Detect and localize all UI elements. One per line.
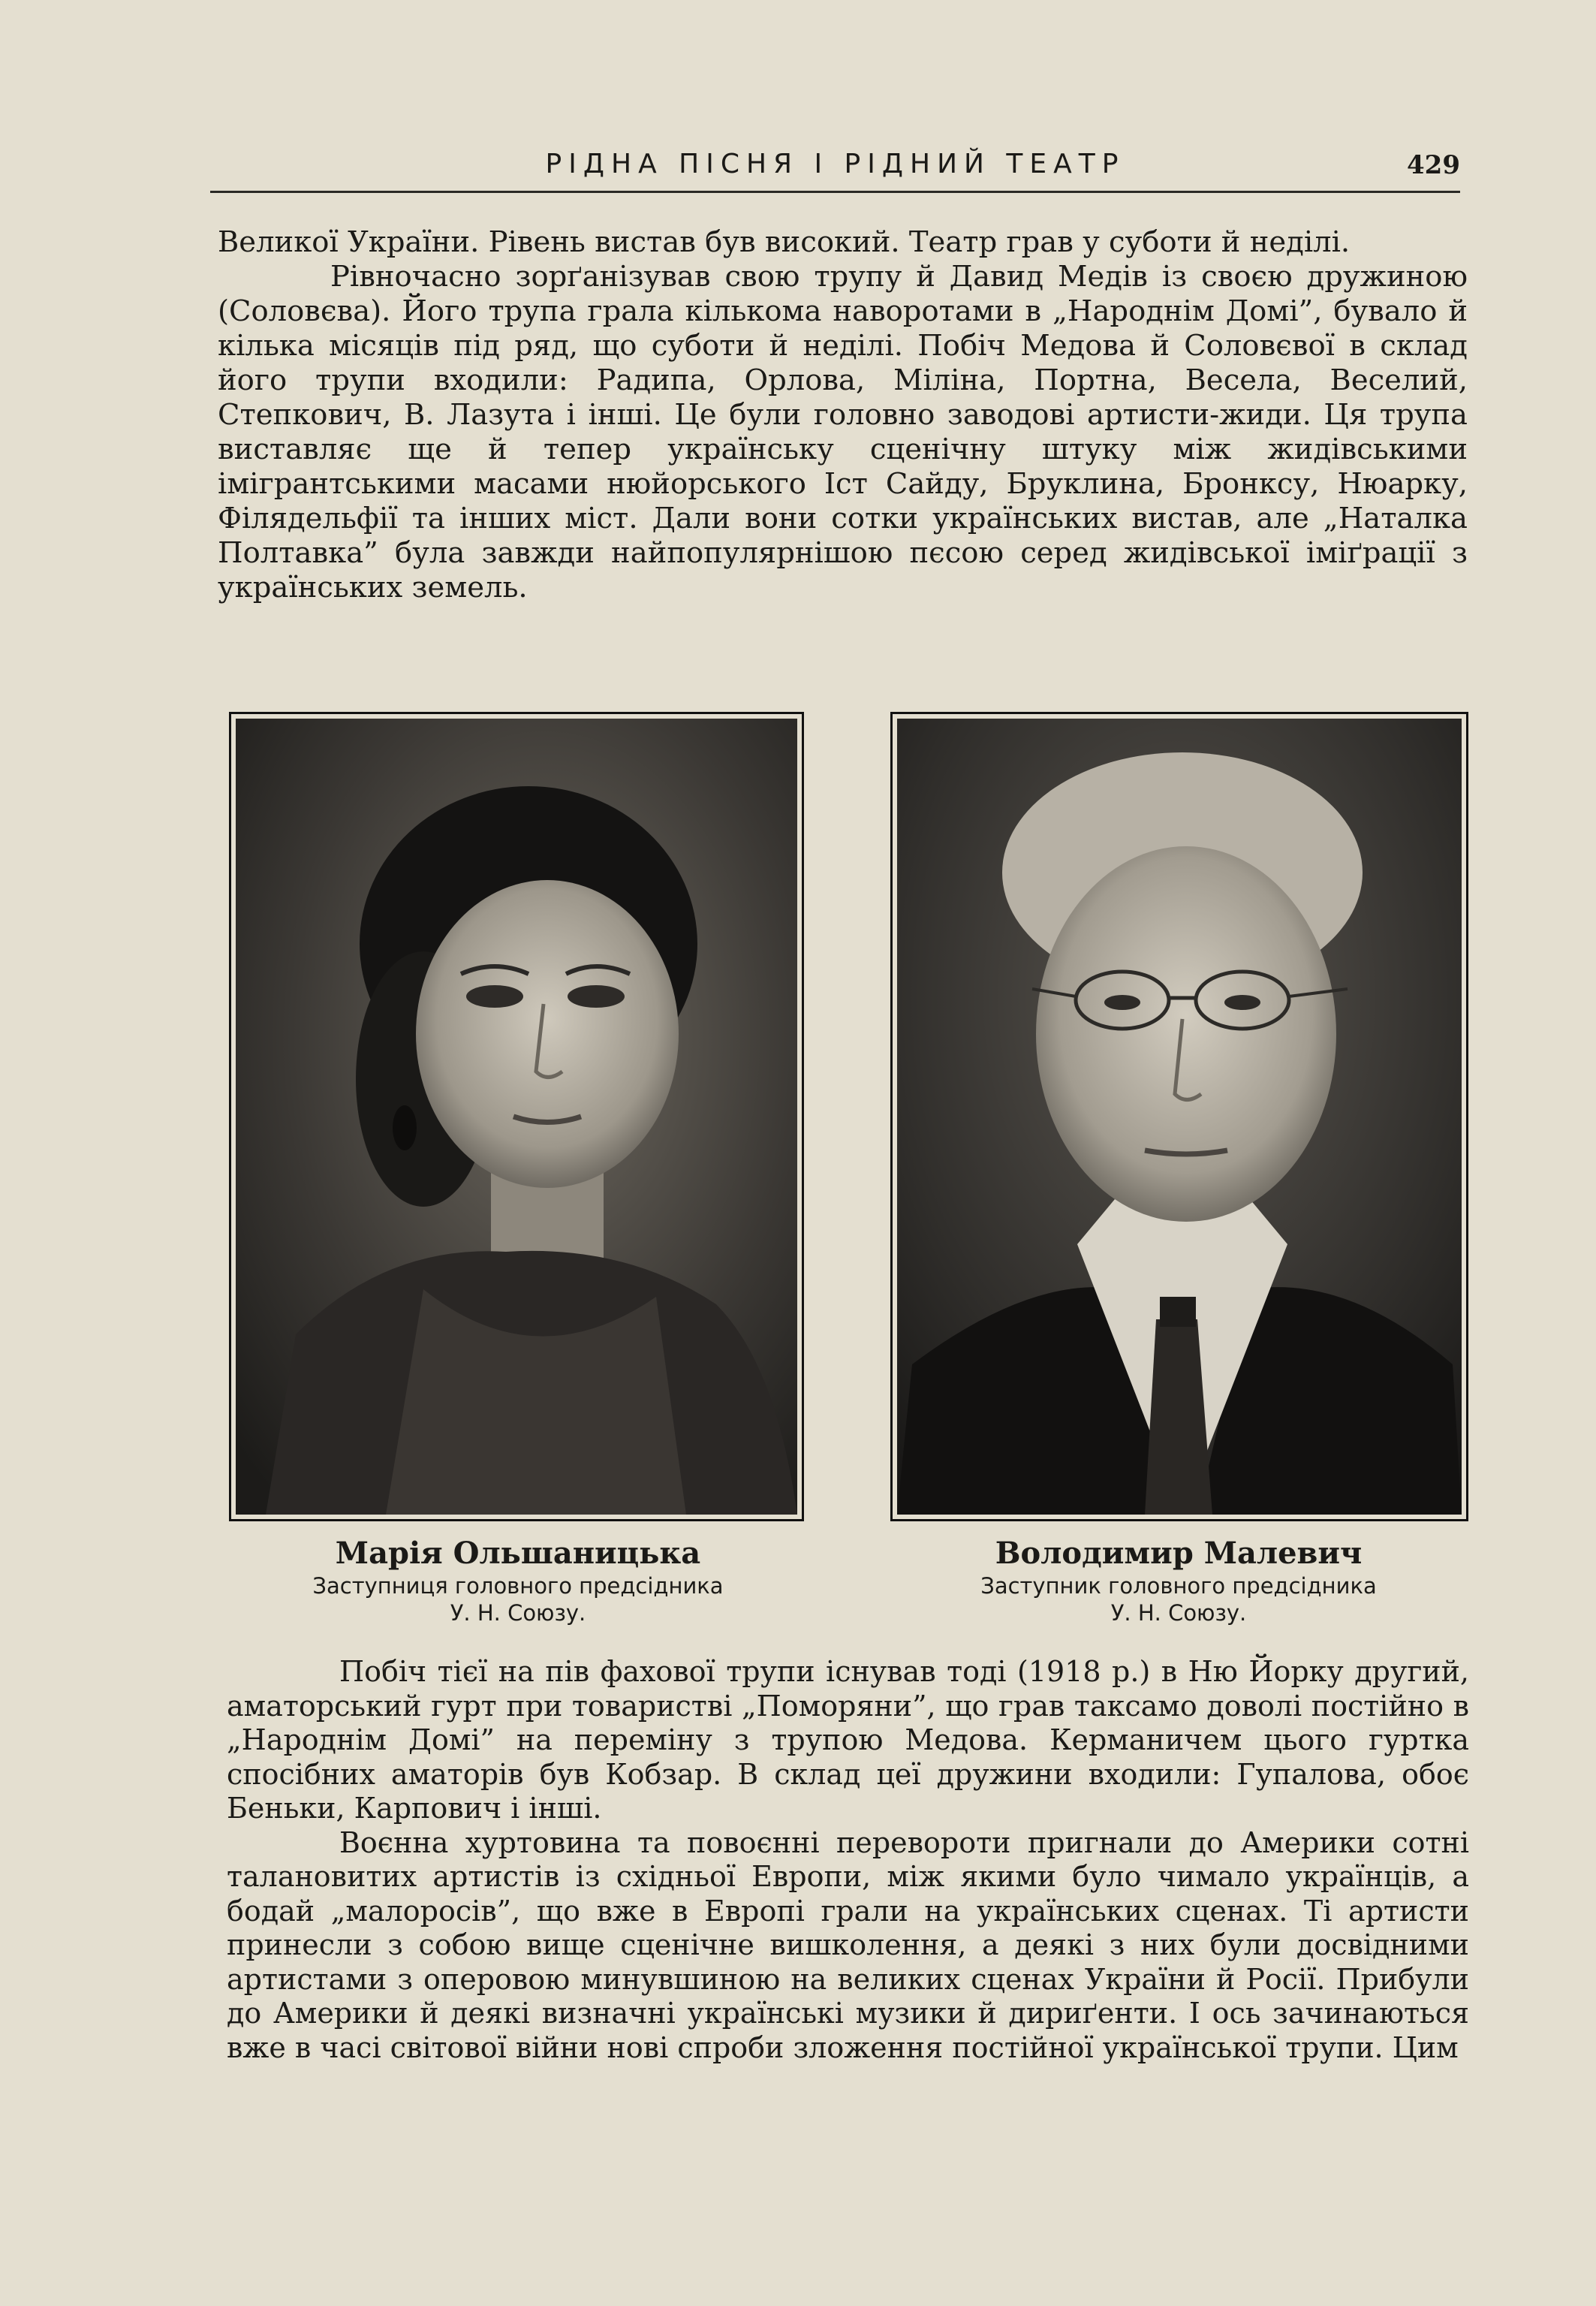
running-title: РІДНА ПІСНЯ І РІДНИЙ ТЕАТР <box>545 149 1125 179</box>
caption-role-org: У. Н. Союзу. <box>1110 1600 1247 1626</box>
paragraph: Воєнна хуртовина та повоєнні перевороти пригнали до Америки сотні талановитих артистів із східньої Европи, між якими було чимало українців, а бодай „малоросів”, що вже в Европі грали на українських сценах. Ті артисти принесли з собою вище сценічне вишколення, а деякі з них були досвідними артистами з оперовою минувшиною на великих сценах України й Росії. Прибули до Америки й деякі визначні українські музики й дириґенти. І ось зачинаються вже в часі світової війни нові спроби зложення постійної української трупи. Цим <box>227 1825 1469 2064</box>
portrait-woman-image <box>236 719 797 1515</box>
paragraph: Великої України. Рівень вистав був високий. Театр грав у суботи й неділі. <box>218 225 1351 259</box>
body-text-bottom <box>227 1655 1469 2065</box>
portrait-photo-malevych <box>890 712 1468 1521</box>
caption-role: Заступник головного предсідника <box>980 1573 1377 1599</box>
page-number: 429 <box>1407 150 1460 180</box>
portrait-man-image <box>897 719 1462 1515</box>
caption-role-org: У. Н. Союзу. <box>450 1600 586 1626</box>
body-text-top <box>218 225 1468 605</box>
caption-role: Заступниця головного предсідника <box>312 1573 724 1599</box>
paragraph: Побіч тієї на пів фахової трупи існував тоді (1918 р.) в Ню Йорку другий, аматорський гурт при товаристві „Поморяни”, що грав таксамо доволі постійно в „Народнім Домі” на переміну з трупою Медова. Керманичем цього гуртка спосібних аматорів був Кобзар. В склад цеї дружини входили: Гупалова, обоє Беньки, Карпович і інші. <box>227 1655 1469 1825</box>
caption-olshanytska <box>210 1535 826 1626</box>
caption-name: Марія Ольшаницька <box>335 1536 701 1571</box>
caption-malevych <box>871 1535 1486 1626</box>
portrait-photo-olshanytska <box>229 712 804 1521</box>
running-header <box>210 147 1460 193</box>
paragraph: Рівночасно зорґанізував свою трупу й Давид Медів із своєю дружиною (Соловєва). Його трупа грала кількома наворотами в „Народнім Домі”, бувало й кілька місяців під ряд, що суботи й неділі. Побіч Медова й Соловєвої в склад його трупи входили: Радипа, Орлова, Міліна, Портна, Весела, Веселий, Степкович, В. Лазута і інші. Це були головно заводові артисти-жиди. Ця трупа виставляє ще й тепер українську сценічну штуку між жидівськими імігрантськими масами нюйорського Іст Сайду, Бруклина, Бронксу, Нюарку, Філядельфії та інших міст. Дали вони сотки українських вистав, але „Наталка Полтавка” була завжди найпопулярнішою пєсою серед жидівської іміґрації з українських земель. <box>218 260 1468 604</box>
caption-name: Володимир Малевич <box>995 1536 1363 1571</box>
